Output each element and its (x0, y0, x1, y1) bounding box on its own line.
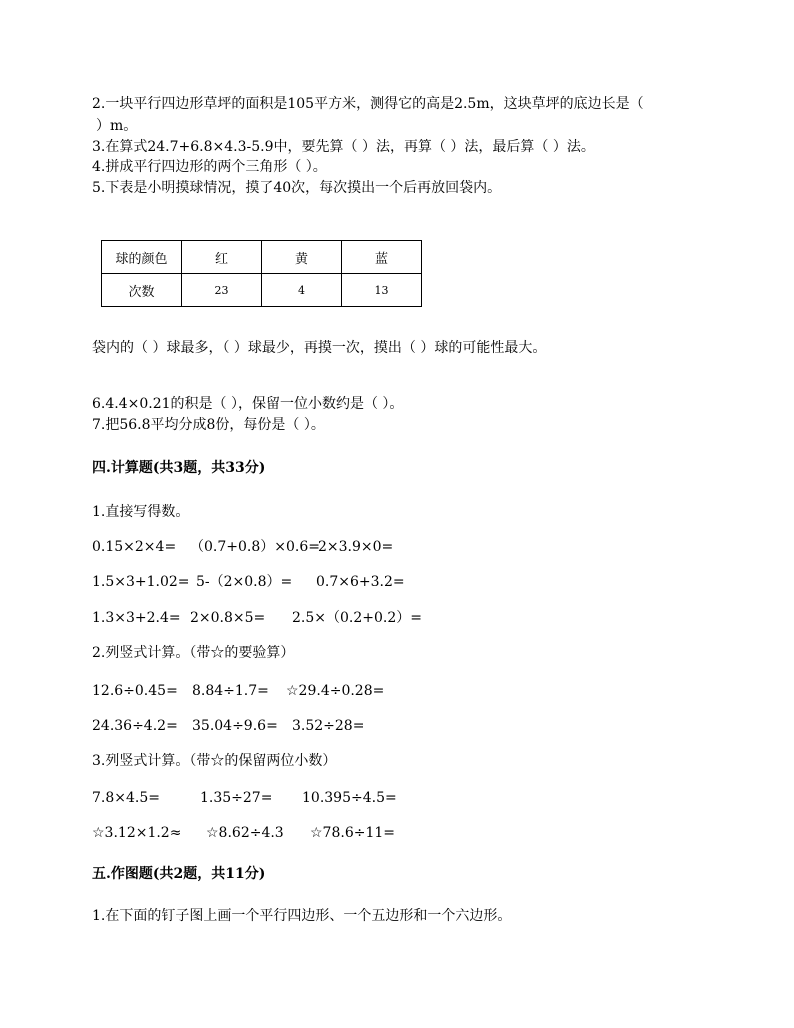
expression: （0.7+0.8）×0.6= (190, 539, 320, 555)
expression: ☆3.12×1.2≈ (92, 825, 182, 841)
expression: ☆8.62÷4.3 (206, 825, 284, 841)
expression: 2×0.8×5= (190, 610, 266, 626)
ball-tally-table (101, 240, 422, 307)
expression: 24.36÷4.2= (92, 718, 178, 734)
question-6: 6.4.4×0.21的积是（ ），保留一位小数约是（ ）。 (92, 396, 404, 412)
table-cell: 红 (182, 241, 262, 274)
expression: 2×3.9×0= (318, 539, 394, 555)
expression: 3.52÷28= (292, 718, 365, 734)
expression: 1.35÷27= (200, 790, 273, 806)
expression: 5-（2×0.8）= (196, 574, 293, 590)
question-4: 4.拼成平行四边形的两个三角形（ ）。 (92, 159, 327, 175)
question-5: 5.下表是小明摸球情况，摸了40次，每次摸出一个后再放回袋内。 (92, 180, 502, 196)
question-2-line1: 2.一块平行四边形草坪的面积是105平方米，测得它的高是2.5m，这块草坪的底边长是（ (92, 96, 644, 112)
table-cell: 4 (262, 274, 342, 307)
expression: 8.84÷1.7= (192, 683, 269, 699)
expression: 0.15×2×4= (92, 539, 177, 555)
question-3: 3.在算式24.7+6.8×4.3-5.9中，要先算（ ）法，再算（ ）法，最后算（ ）法。 (92, 139, 595, 155)
drawing-q1: 1.在下面的钉子图上画一个平行四边形、一个五边形和一个六边形。 (92, 908, 512, 924)
calc-q1-title: 1.直接写得数。 (92, 504, 190, 520)
table-cell: 13 (342, 274, 422, 307)
question-5-prompt: 袋内的（ ）球最多，（ ）球最少，再摸一次，摸出（ ）球的可能性最大。 (92, 340, 547, 356)
table-cell: 次数 (102, 274, 182, 307)
expression: 7.8×4.5= (92, 790, 160, 806)
section-5-title: 五.作图题(共2题，共11分) (92, 866, 266, 882)
question-7: 7.把56.8平均分成8份，每份是（ ）。 (92, 417, 325, 433)
expression: ☆29.4÷0.28= (286, 683, 385, 699)
table-cell: 球的颜色 (102, 241, 182, 274)
table-row (102, 274, 422, 307)
section-4-title: 四.计算题(共3题，共33分) (92, 460, 266, 476)
expression: 1.5×3+1.02= (92, 574, 190, 590)
calc-q2-title: 2.列竖式计算。（带☆的要验算） (92, 645, 295, 661)
expression: ☆78.6÷11= (310, 825, 395, 841)
expression: 2.5×（0.2+0.2）= (292, 610, 422, 626)
expression: 1.3×3+2.4= (92, 610, 181, 626)
table-header-row (102, 241, 422, 274)
question-2-line2: ）m。 (96, 118, 138, 134)
calc-q3-title: 3.列竖式计算。（带☆的保留两位小数） (92, 753, 337, 769)
expression: 10.395÷4.5= (302, 790, 397, 806)
table-cell: 23 (182, 274, 262, 307)
expression: 35.04÷9.6= (192, 718, 278, 734)
table-cell: 黄 (262, 241, 342, 274)
table-cell: 蓝 (342, 241, 422, 274)
expression: 0.7×6+3.2= (316, 574, 405, 590)
expression: 12.6÷0.45= (92, 683, 178, 699)
